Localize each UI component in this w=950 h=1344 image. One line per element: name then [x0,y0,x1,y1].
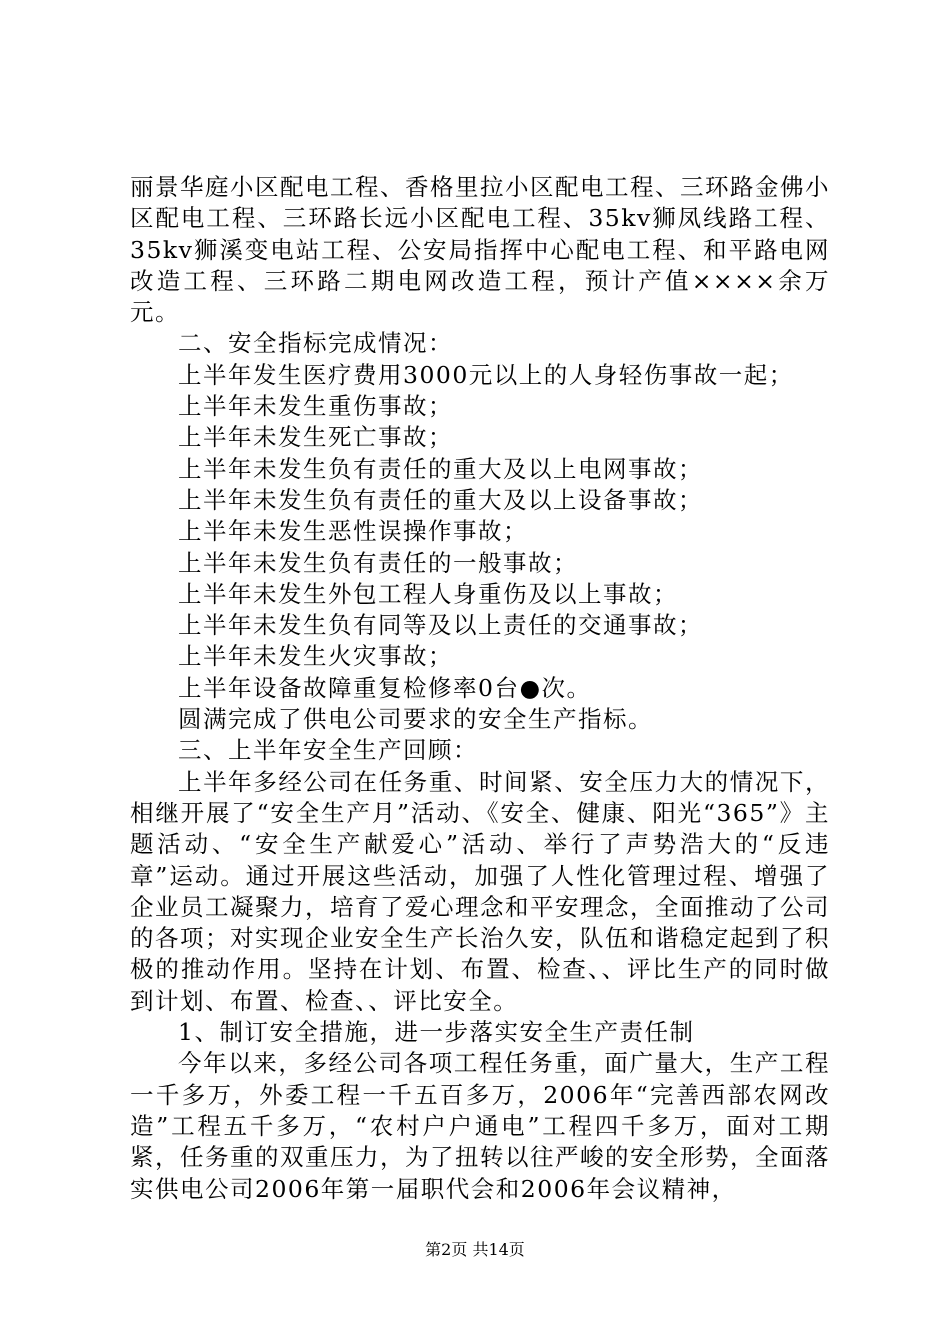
indicator-item: 上半年未发生负有责任的重大及以上电网事故； [178,454,703,483]
indicator-item: 上半年未发生重伤事故； [178,392,453,421]
indicator-item: 上半年未发生外包工程人身重伤及以上事故； [178,579,678,608]
page-number-footer: 第2页 共14页 [425,1240,525,1259]
indicator-summary: 圆满完成了供电公司要求的安全生产指标。 [178,705,653,734]
indicator-item: 上半年设备故障重复检修率0台●次。 [178,673,592,702]
indicator-item: 上半年未发生负有同等及以上责任的交通事故； [178,611,703,640]
section-heading-safety-indicators: 二、安全指标完成情况： [178,329,453,358]
indicator-item: 上半年未发生恶性误操作事故； [178,517,528,546]
paragraph-review: 上半年多经公司在任务重、时间紧、安全压力大的情况下，相继开展了“安全生产月”活动、《安全、健康、阳光“365”》主题活动、“安全生产献爱心”活动、举行了声势浩大的“反违章”运动。通过开展这些活动，加强了人性化管理过程、增强了企业员工凝聚力，培育了爱心理念和平安理念，全面推动了公司的各项；对实现企业安全生产长治久安，队伍和谐稳定起到了积极的推动作用。坚持在计划、布置、检查、、评比生产的同时做到计划、布置、检查、、评比安全。 [130,767,830,1015]
indicator-item: 上半年发生医疗费用3000元以上的人身轻伤事故一起； [178,360,794,389]
section-heading-safety-review: 三、上半年安全生产回顾： [178,736,478,765]
document-body [130,172,830,1205]
paragraph-continuation: 丽景华庭小区配电工程、香格里拉小区配电工程、三环路金佛小区配电工程、三环路长远小区配电工程、35kv狮凤线路工程、35kv狮溪变电站工程、公安局指挥中心配电工程、和平路电网改造工程、三环路二期电网改造工程，预计产值××××余万元。 [130,173,830,327]
paragraph-measures: 今年以来，多经公司各项工程任务重，面广量大，生产工程一千多万，外委工程一千五百多万，2006年“完善西部农网改造”工程五千多万，“农村户户通电”工程四千多万，面对工期紧，任务重的双重压力，为了扭转以往严峻的安全形势，全面落实供电公司2006年第一届职代会和2006年会议精神， [130,1049,830,1203]
indicator-item: 上半年未发生死亡事故； [178,423,453,452]
subsection-heading-safety-measures: 1、制订安全措施，进一步落实安全生产责任制 [178,1018,695,1047]
indicator-item: 上半年未发生火灾事故； [178,642,453,671]
indicator-item: 上半年未发生负有责任的一般事故； [178,548,578,577]
indicator-item: 上半年未发生负有责任的重大及以上设备事故； [178,485,703,514]
